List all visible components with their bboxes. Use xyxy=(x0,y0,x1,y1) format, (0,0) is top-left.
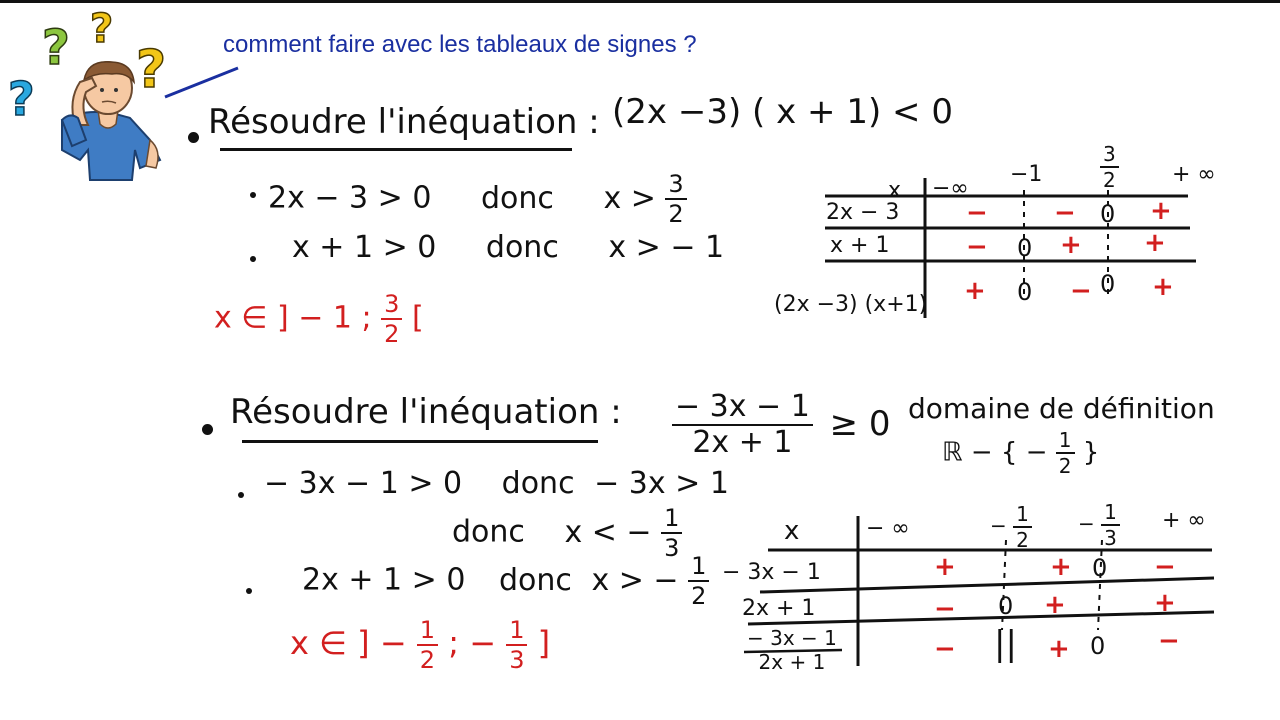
exercise-2-relation: ≥ 0 xyxy=(829,403,891,444)
step-fraction: $\frac{1}{3}$ xyxy=(661,506,682,560)
step-lhs: 2x − 3 > 0 xyxy=(268,180,432,216)
domain-set: ℝ − { − $\frac{1}{2}$ } xyxy=(942,428,1100,478)
exercise-1-step-2 xyxy=(292,230,724,265)
table-1-x-label: x xyxy=(888,178,902,203)
table-2-row-2-sign-1: − xyxy=(934,594,956,624)
table-2-row-2-zero: 0 xyxy=(998,592,1014,620)
table-2-value-b: − $\frac{1}{3}$ xyxy=(1078,502,1120,548)
table-2-row-3-sign-2: + xyxy=(1048,634,1070,664)
table-2-row-3-label: − 3x − 1 2x + 1 xyxy=(747,626,837,674)
table-2-row-3-zero: 0 xyxy=(1090,632,1106,660)
table-1-row-3-zero-2: 0 xyxy=(1100,270,1116,298)
table-1-minus-infinity: −∞ xyxy=(932,176,969,201)
step-lhs: x + 1 > 0 xyxy=(292,230,437,265)
table-1-row-3-sign-3: + xyxy=(1152,272,1174,302)
page-title: comment faire avec les tableaux de signes ? xyxy=(223,31,697,58)
bullet-exercise-1 xyxy=(188,132,199,143)
step-rhs-fraction: $\frac{3}{2}$ xyxy=(665,172,686,226)
exercise-2-instruction: Résoudre l'inéquation : xyxy=(230,392,622,432)
exercise-2-fraction: $\frac{- 3x - 1}{2x + 1}$ xyxy=(672,392,813,458)
table-2-x-label: x xyxy=(784,516,800,546)
table-1-row-2-sign-2: + xyxy=(1060,230,1082,260)
step-rhs: x > − 1 xyxy=(608,230,725,265)
question-mark-blue: ? xyxy=(8,72,35,126)
sign-table-2 xyxy=(718,500,1218,690)
table-1-row-1-sign-1: − xyxy=(966,198,988,228)
table-1-row-1-zero: 0 xyxy=(1100,200,1116,228)
table-2-row-1-label: − 3x − 1 xyxy=(722,560,821,585)
table-1-value-a: −1 xyxy=(1010,162,1043,187)
step-fraction: $\frac{1}{2}$ xyxy=(688,554,709,608)
domain-fraction: $\frac{1}{2}$ xyxy=(1056,430,1075,476)
table-2-plus-infinity: + ∞ xyxy=(1162,508,1206,533)
table-1-row-2-sign-3: + xyxy=(1144,228,1166,258)
exercise-1-underline xyxy=(220,148,572,151)
step-word: donc xyxy=(480,180,554,216)
table-1-row-2-sign-1: − xyxy=(966,232,988,262)
table-1-row-1-label: 2x − 3 xyxy=(826,200,900,225)
bullet-exercise-2 xyxy=(202,424,213,435)
sign-table-1 xyxy=(760,140,1240,330)
step-rhs: x > xyxy=(603,180,656,216)
table-2-row-1-sign-1: + xyxy=(934,552,956,582)
question-mark-yellow-right: ? xyxy=(136,40,167,100)
bullet-step-1-1 xyxy=(250,192,256,198)
bullet-step-2-1 xyxy=(238,492,244,498)
bullet-step-1-2 xyxy=(250,256,256,262)
exercise-1-inequation: (2x −3) ( x + 1) < 0 xyxy=(612,92,953,132)
thinking-person-illustration xyxy=(0,0,175,185)
table-2-row-1-sign-3: − xyxy=(1154,552,1176,582)
exercise-1-step-1 xyxy=(268,172,687,226)
table-2-row-3-forbidden-bar: || xyxy=(994,624,1017,664)
exercise-1-instruction: Résoudre l'inéquation : xyxy=(208,102,600,142)
table-2-value-a: − $\frac{1}{2}$ xyxy=(990,504,1032,550)
table-1-plus-infinity: + ∞ xyxy=(1172,162,1216,187)
exercise-2-step-1: − 3x − 1 > 0 donc − 3x > 1 xyxy=(264,466,729,501)
table-2-row-2-label: 2x + 1 xyxy=(742,596,816,621)
table-1-row-3-label: (2x −3) (x+1) xyxy=(774,292,928,317)
bullet-step-2-3 xyxy=(246,588,252,594)
table-2-row-2-sign-3: + xyxy=(1154,588,1176,618)
table-1-row-1-sign-2: − xyxy=(1054,198,1076,228)
table-2-minus-infinity: − ∞ xyxy=(866,516,910,541)
table-1-row-2-zero: 0 xyxy=(1017,234,1033,262)
solution-fraction-1: $\frac{1}{2}$ xyxy=(417,618,438,672)
exercise-2-inequation xyxy=(672,389,891,460)
question-mark-green: ? xyxy=(42,20,70,76)
table-2-row-3-sign-1: − xyxy=(934,634,956,664)
table-2-row-1-sign-2: + xyxy=(1050,552,1072,582)
question-mark-yellow-top: ? xyxy=(90,6,114,52)
exercise-2-step-2: donc x < − $\frac{1}{3}$ xyxy=(452,506,682,560)
table-2-row-2-sign-2: + xyxy=(1044,590,1066,620)
exercise-1-solution: x ∈ ] − 1 ; $\frac{3}{2}$ [ xyxy=(214,290,424,348)
exercise-2-solution: x ∈ ] − $\frac{1}{2}$ ; − $\frac{1}{3}$ ] xyxy=(290,616,551,674)
table-1-row-3-zero-1: 0 xyxy=(1017,278,1033,306)
exercise-2-underline xyxy=(242,440,598,443)
table-1-row-1-sign-3: + xyxy=(1150,196,1172,226)
solution-fraction-2: $\frac{1}{3}$ xyxy=(506,618,527,672)
domain-label: domaine de définition xyxy=(908,392,1215,425)
solution-fraction: $\frac{3}{2}$ xyxy=(381,292,402,346)
table-1-row-3-sign-2: − xyxy=(1070,276,1092,306)
table-2-row-3-sign-3: − xyxy=(1158,626,1180,656)
table-1-row-2-label: x + 1 xyxy=(830,233,890,258)
exercise-2-step-3: 2x + 1 > 0 donc x > − $\frac{1}{2}$ xyxy=(302,554,709,608)
step-word: donc xyxy=(485,230,559,265)
table-1-value-b: $\frac{3}{2}$ xyxy=(1100,144,1119,190)
table-1-row-3-sign-1: + xyxy=(964,276,986,306)
table-2-row-1-zero: 0 xyxy=(1092,554,1108,582)
